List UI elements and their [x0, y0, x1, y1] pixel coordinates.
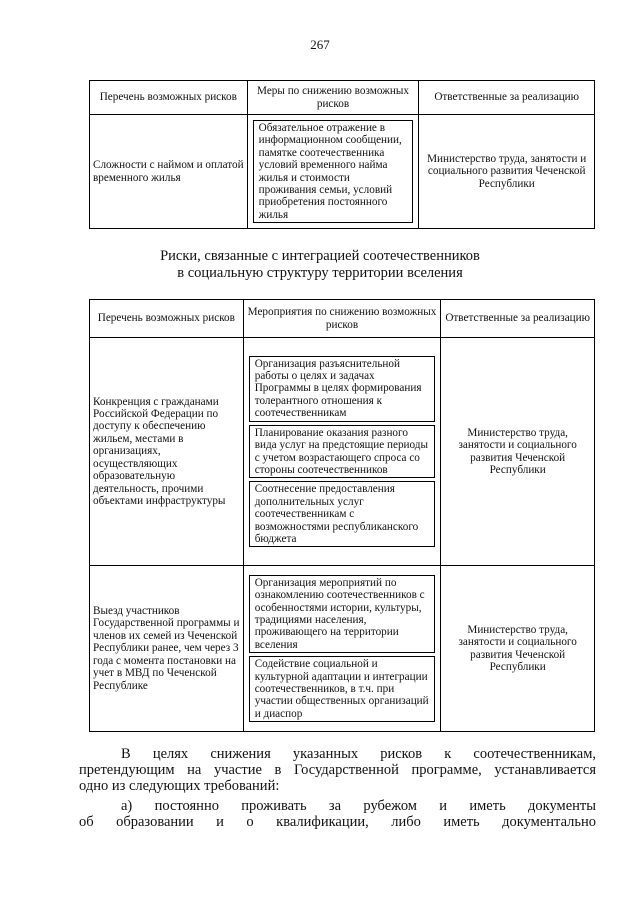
page-number: 267: [310, 37, 330, 52]
measure-item: Обязательное отражение в информационном сообщении, памятке соотечественника условий временного найма жилья и стоимости проживания семьи, условий приобретения постоянного жилья: [253, 120, 414, 223]
measure-item: Содействие социальной и культурной адаптации и интеграции соотечественников, в т.ч. при участии общественных организаций и диаспор: [249, 656, 436, 722]
risk-table-integration: [89, 299, 595, 732]
header-risks: Перечень возможных рисков: [90, 81, 248, 115]
measure-item: Организация разъяснительной работы о целях и задачах Программы в целях формирования толерантного отношения к соотечественникам: [249, 356, 436, 422]
paragraph-line: об образовании и о квалификации, либо иметь документально: [79, 814, 596, 830]
section-title-line-1: Риски, связанные с интеграцией соотечественников: [160, 248, 480, 264]
measures-cell: [243, 566, 441, 732]
measures-cell: [243, 338, 441, 566]
risk-cell: Сложности с наймом и оплатой временного жилья: [90, 115, 248, 229]
section-title-line-2: в социальную структуру территории вселения: [177, 265, 463, 281]
responsible-cell: Министерство труда, занятости и социального развития Чеченской Республики: [441, 338, 595, 566]
measure-item: Планирование оказания разного вида услуг на предстоящие периоды с учетом возрастающего спроса со стороны соотечественников: [249, 425, 436, 479]
paragraph-line: одно из следующих требований:: [79, 778, 280, 794]
paragraph-line: В целях снижения указанных рисков к соотечественникам,: [121, 746, 596, 762]
paragraph-line: а) постоянно проживать за рубежом и иметь документы: [121, 798, 596, 814]
responsible-cell: Министерство труда, занятости и социального развития Чеченской Республики: [441, 566, 595, 732]
measure-cell: [247, 115, 419, 229]
header-measures: Меры по снижению возможных рисков: [247, 81, 419, 115]
risk-cell: Конкренция с гражданами Российской Федерации по доступу к обеспечению жильем, местами в организациях, осуществляющих образовательную деятельность, прочими объектами инфраструктуры: [90, 338, 244, 566]
requirements-paragraph: [79, 746, 596, 830]
measure-item: Организация мероприятий по ознакомлению соотечественников с особенностями истории, культуры, традициями населения, проживающего на территории вселения: [249, 575, 436, 653]
header-responsible: Ответственные за реализацию: [419, 81, 595, 115]
risk-table-housing: [89, 80, 595, 229]
header-risks: Перечень возможных рисков: [90, 300, 244, 338]
section-title: [0, 248, 640, 282]
measure-item: Соотнесение предоставления дополнительных услуг соотечественникам с возможностями республиканского бюджета: [249, 481, 436, 547]
responsible-cell: Министерство труда, занятости и социального развития Чеченской Республики: [419, 115, 595, 229]
header-responsible: Ответственные за реализацию: [441, 300, 595, 338]
paragraph-line: претендующим на участие в Государственной программе, устанавливается: [79, 762, 596, 778]
header-measures: Мероприятия по снижению возможных рисков: [243, 300, 441, 338]
risk-cell: Выезд участников Государственной программы и членов их семей из Чеченской Республики ранее, чем через 3 года с момента постановки на учет в МВД по Чеченской Республике: [90, 566, 244, 732]
